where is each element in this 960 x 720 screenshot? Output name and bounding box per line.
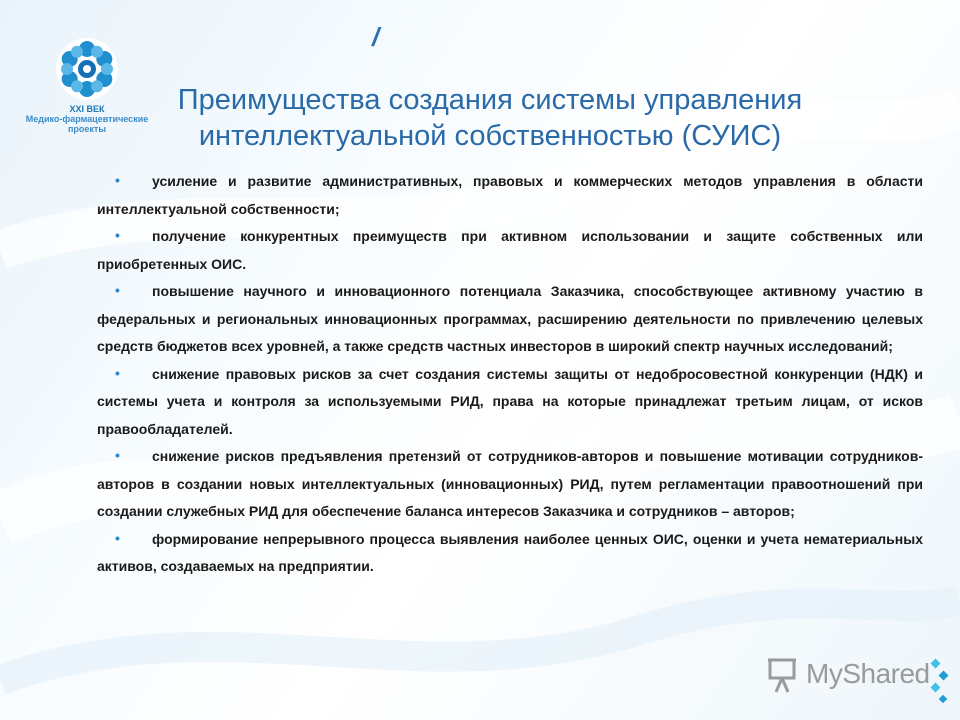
bullet-marker: • xyxy=(115,364,120,381)
slide-title-line1: Преимущества создания системы управления xyxy=(177,84,803,116)
bullet-text: получение конкурентных преимуществ при активном использовании и защите собственных или приобретенных ОИС. xyxy=(97,228,923,272)
company-logo xyxy=(22,36,152,134)
bullet-text: повышение научного и инновационного потенциала Заказчика, способствующее активному участию в федеральных и региональных инновационных программах, расширению деятельности по привлечению целевых средств бюджетов всех уровней, а также средств частных инвесторов в широкий спектр научных исследований; xyxy=(97,283,923,354)
logo-text-company: Медико-фармацевтические xyxy=(25,114,149,124)
watermark-text: MyShared xyxy=(806,658,930,689)
bullet-marker: • xyxy=(115,172,120,188)
slide-title-line2: интеллектуальной собственностью (СУИС) xyxy=(198,120,782,152)
bullet-text: формирование непрерывного процесса выявления наиболее ценных ОИС, оценки и учета нематериальных активов, создаваемых на предприятии. xyxy=(97,530,923,574)
bullet-item xyxy=(97,168,923,223)
snowflake-logo-icon xyxy=(54,36,120,102)
bullet-item xyxy=(97,223,923,278)
bullet-marker: • xyxy=(115,227,120,243)
bullet-item xyxy=(97,443,923,526)
bullet-item xyxy=(97,278,923,361)
slide-title xyxy=(140,82,840,154)
logo-text-century: XXI ВЕК xyxy=(69,104,105,114)
bullet-text: усиление и развитие административных, правовых и коммерческих методов управления в области интеллектуальной собственности; xyxy=(97,173,923,217)
logo-text-projects: проекты xyxy=(67,124,107,134)
bullet-item xyxy=(97,361,923,444)
bullet-list xyxy=(97,168,923,581)
bullet-text: снижение правовых рисков за счет создания системы защиты от недобросовестной конкуренции (НДК) и системы учета и контроля за используемыми РИД, права на которые принадлежат третьим лицам, от исков правообладателей. xyxy=(97,365,923,437)
bullet-item xyxy=(97,526,923,581)
projector-screen-icon xyxy=(766,654,806,698)
slide-mark: / xyxy=(372,22,380,52)
bullet-marker: • xyxy=(115,529,120,546)
bullet-text: снижение рисков предъявления претензий от сотрудников-авторов и повышение мотивации сотрудников-авторов в создании новых интеллектуальных (инновационных) РИД, путем регламентации правоотношений при создании служебных РИД для обеспечение баланса интересов Заказчика и сотрудников – авторов; xyxy=(97,448,923,519)
watermark-dots-icon xyxy=(926,656,956,706)
myshared-watermark xyxy=(766,654,946,704)
bullet-marker: • xyxy=(115,447,120,463)
bullet-marker: • xyxy=(115,282,120,298)
